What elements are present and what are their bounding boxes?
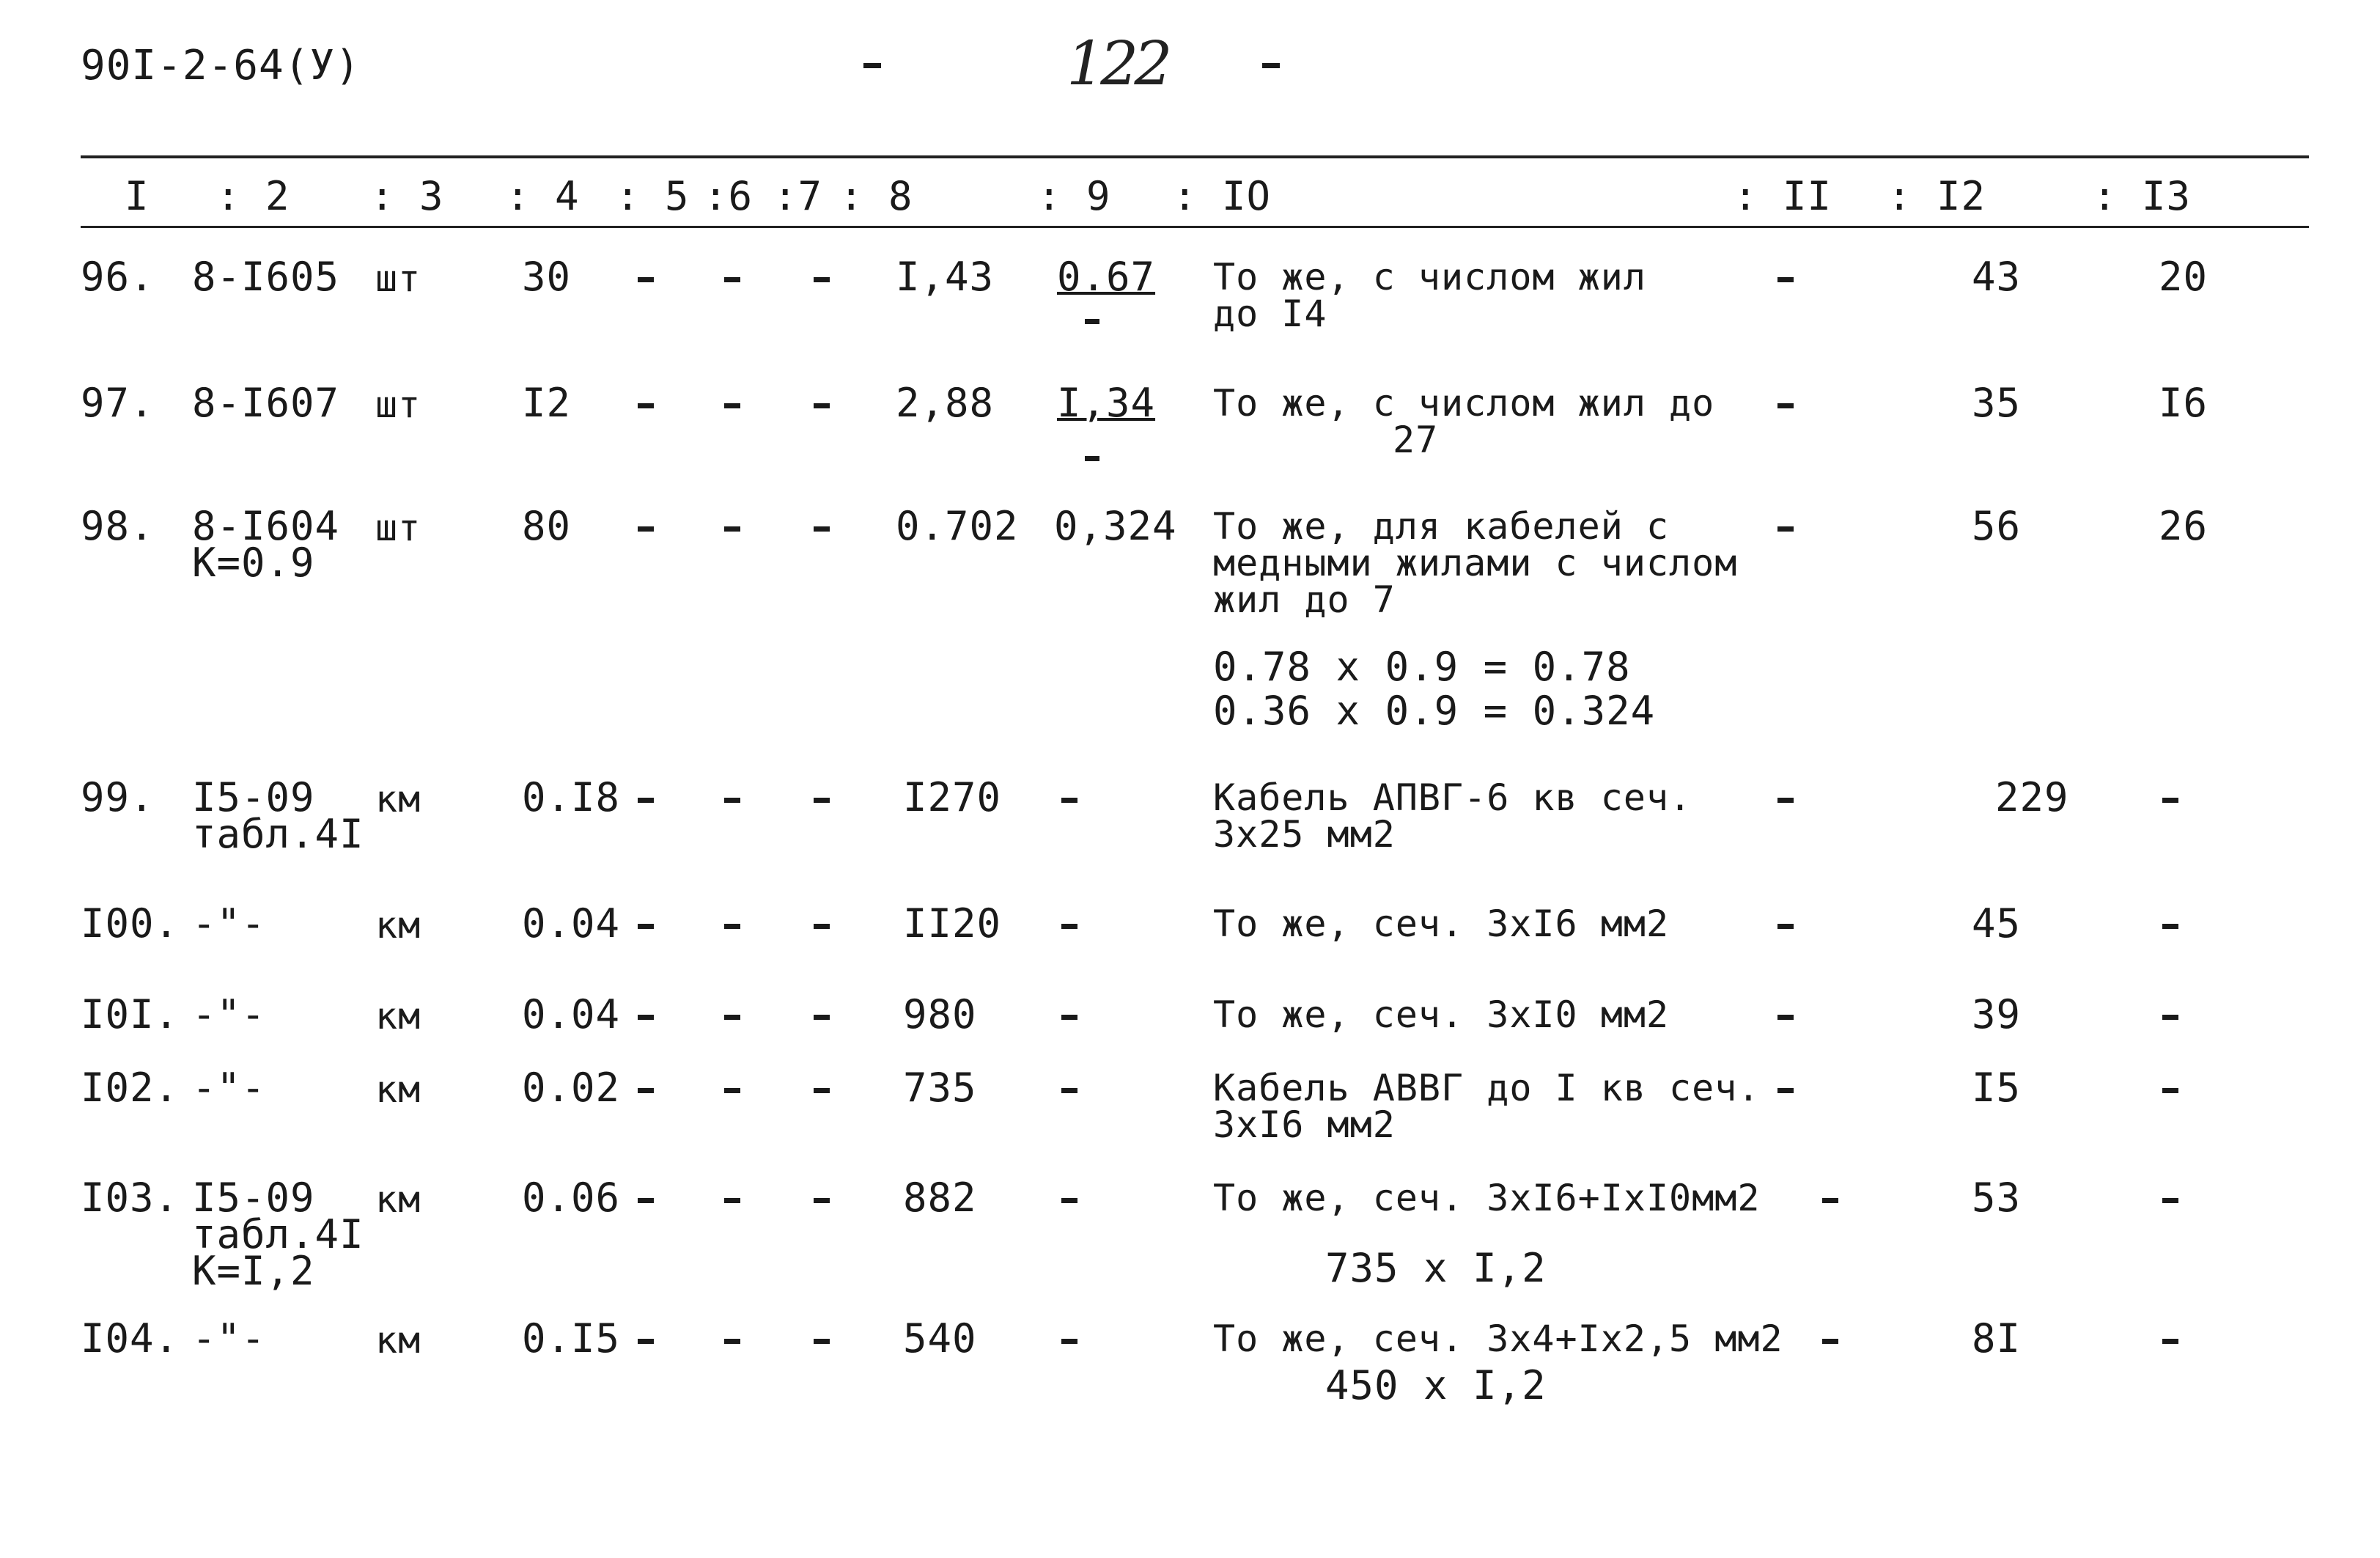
row-code: 8-I605 <box>192 254 340 300</box>
row-quantity: I2 <box>522 380 572 426</box>
dash-col11 <box>1822 1339 1838 1344</box>
row-description-line: 3х25 мм2 <box>1213 813 1396 856</box>
row-description-line: То же, сеч. 3хI6+IхI0мм2 <box>1213 1177 1761 1219</box>
row-col13: 20 <box>2159 254 2208 300</box>
dash-col11 <box>1777 1015 1794 1020</box>
row-code-line: 8-I604 <box>192 503 340 549</box>
dash-col11 <box>1777 924 1794 929</box>
column-header-3: : 3 <box>370 173 444 219</box>
dash-col5 <box>638 1088 654 1093</box>
dash-col9-sub <box>1085 319 1099 324</box>
dash-col11 <box>1777 1088 1794 1093</box>
dash-col9 <box>1061 1198 1077 1203</box>
table-top-rule <box>81 155 2309 158</box>
row-description-line: Кабель АПВГ-6 кв сеч. <box>1213 776 1692 819</box>
row-code-line: табл.4I <box>192 1211 364 1257</box>
row-calculation-line: 0.36 х 0.9 = 0.324 <box>1213 688 1656 734</box>
document-code: 90I-2-64(У) <box>81 42 361 89</box>
dash-col11 <box>1777 798 1794 803</box>
dash-col7 <box>814 1198 830 1203</box>
row-quantity: 30 <box>522 254 572 300</box>
dash-col11 <box>1777 403 1794 408</box>
dash-col13 <box>2162 1015 2178 1020</box>
row-description-line: 3хI6 мм2 <box>1213 1103 1396 1146</box>
dash-col9 <box>1061 1088 1077 1093</box>
row-description-line: жил до 7 <box>1213 578 1396 621</box>
row-col8: I,43 <box>896 254 995 300</box>
dash-col6 <box>724 403 740 408</box>
dash-col11 <box>1777 526 1794 532</box>
column-header-7: :7 <box>773 173 823 219</box>
row-description-line: То же, с числом жил до <box>1213 382 1715 425</box>
dash-col6 <box>724 1015 740 1020</box>
row-col8: 540 <box>903 1315 977 1362</box>
dash-col5 <box>638 526 654 532</box>
row-code: -"- <box>192 900 266 947</box>
row-unit: км <box>375 1178 421 1221</box>
dash-col11 <box>1822 1198 1838 1203</box>
dash-col13 <box>2162 924 2178 929</box>
row-col8: 735 <box>903 1065 977 1111</box>
row-col13: 26 <box>2159 503 2208 549</box>
dash-col5 <box>638 403 654 408</box>
dash-col6 <box>724 1198 740 1203</box>
row-col8: II20 <box>903 900 1002 947</box>
dash-col11 <box>1777 277 1794 282</box>
row-number: 98. <box>81 503 155 549</box>
column-header-12: : I2 <box>1887 173 1986 219</box>
row-col12: 53 <box>1972 1175 2022 1221</box>
dash-col6 <box>724 277 740 282</box>
dash-col13 <box>2162 1339 2178 1344</box>
row-number: 99. <box>81 774 155 820</box>
dash-col5 <box>638 924 654 929</box>
row-description-line: То же, с числом жил <box>1213 256 1646 298</box>
row-code-line: I5-09 <box>192 774 315 820</box>
row-unit: км <box>375 1319 421 1362</box>
row-calculation-line: 0.78 х 0.9 = 0.78 <box>1213 644 1631 690</box>
row-description-line: Кабель АВВГ до I кв сеч. <box>1213 1067 1761 1109</box>
row-col8: 980 <box>903 991 977 1037</box>
row-col12: 8I <box>1972 1315 2022 1362</box>
dash-col5 <box>638 1339 654 1344</box>
header-dash-right <box>1262 63 1280 68</box>
dash-col7 <box>814 798 830 803</box>
column-header-11: : II <box>1734 173 1832 219</box>
row-code-line: I5-09 <box>192 1175 315 1221</box>
dash-col13 <box>2162 1198 2178 1203</box>
dash-col9 <box>1061 1339 1077 1344</box>
row-description-line: медными жилами с числом <box>1213 542 1738 584</box>
column-header-8: : 8 <box>839 173 913 219</box>
row-number: I0I. <box>81 991 180 1037</box>
row-quantity: 0.02 <box>522 1065 621 1111</box>
row-description-line: до I4 <box>1213 293 1327 335</box>
row-unit: км <box>375 904 421 947</box>
row-code: 8-I607 <box>192 380 340 426</box>
dash-col6 <box>724 924 740 929</box>
row-col9: 0,324 <box>1054 503 1177 549</box>
dash-col7 <box>814 403 830 408</box>
column-header-1: I <box>125 173 150 219</box>
row-number: I02. <box>81 1065 180 1111</box>
row-col12: 56 <box>1972 503 2022 549</box>
row-unit: км <box>375 1068 421 1111</box>
dash-col9-sub <box>1085 456 1099 461</box>
row-description-line: То же, сеч. 3хI0 мм2 <box>1213 993 1670 1036</box>
row-unit: шт <box>375 383 421 426</box>
dash-col5 <box>638 798 654 803</box>
header-bottom-rule <box>81 226 2309 228</box>
row-quantity: 0.06 <box>522 1175 621 1221</box>
row-calculation-line: 735 х I,2 <box>1325 1245 1547 1291</box>
row-col12: 45 <box>1972 900 2022 947</box>
row-col13: I6 <box>2159 380 2208 426</box>
row-unit: шт <box>375 257 421 300</box>
dash-col5 <box>638 1198 654 1203</box>
dash-col7 <box>814 1339 830 1344</box>
row-number: 97. <box>81 380 155 426</box>
row-calculation-line: 450 х I,2 <box>1325 1362 1547 1408</box>
row-code-line: табл.4I <box>192 811 364 857</box>
dash-col6 <box>724 1088 740 1093</box>
row-code: -"- <box>192 1065 266 1111</box>
dash-col13 <box>2162 1088 2178 1093</box>
column-header-9: : 9 <box>1037 173 1111 219</box>
row-col12: I5 <box>1972 1065 2022 1111</box>
page-number: 122 <box>1066 29 1168 99</box>
row-code: -"- <box>192 991 266 1037</box>
dash-col6 <box>724 798 740 803</box>
row-description-line: То же, для кабелей с <box>1213 505 1670 548</box>
dash-col9 <box>1061 924 1077 929</box>
row-unit: шт <box>375 507 421 549</box>
dash-col7 <box>814 1088 830 1093</box>
row-quantity: 0.04 <box>522 991 621 1037</box>
row-unit: км <box>375 778 421 820</box>
column-header-6: :6 <box>704 173 754 219</box>
dash-col6 <box>724 1339 740 1344</box>
row-quantity: 0.I8 <box>522 774 621 820</box>
row-number: I00. <box>81 900 180 947</box>
dash-col9 <box>1061 798 1077 803</box>
row-description-line: 27 <box>1393 419 1439 461</box>
row-number: 96. <box>81 254 155 300</box>
row-col8: 882 <box>903 1175 977 1221</box>
row-col12: 39 <box>1972 991 2022 1037</box>
row-quantity: 0.I5 <box>522 1315 621 1362</box>
row-col12: 229 <box>1995 774 2069 820</box>
dash-col5 <box>638 1015 654 1020</box>
row-description-line: То же, сеч. 3хI6 мм2 <box>1213 903 1670 945</box>
row-number: I03. <box>81 1175 180 1221</box>
dash-col6 <box>724 526 740 532</box>
row-quantity: 80 <box>522 503 572 549</box>
row-col12: 43 <box>1972 254 2022 300</box>
row-unit: км <box>375 995 421 1037</box>
dash-col7 <box>814 1015 830 1020</box>
row-code: -"- <box>192 1315 266 1362</box>
row-col9: I,34 <box>1057 380 1156 426</box>
dash-col7 <box>814 277 830 282</box>
row-code-line: К=I,2 <box>192 1248 315 1294</box>
column-header-10: : IO <box>1173 173 1272 219</box>
dash-col13 <box>2162 798 2178 803</box>
column-header-4: : 4 <box>506 173 580 219</box>
row-code-line: К=0.9 <box>192 540 315 586</box>
row-col12: 35 <box>1972 380 2022 426</box>
dash-col7 <box>814 924 830 929</box>
row-description-line: То же, сеч. 3х4+Iх2,5 мм2 <box>1213 1318 1783 1360</box>
dash-col7 <box>814 526 830 532</box>
dash-col5 <box>638 277 654 282</box>
row-col9: 0.67 <box>1057 254 1156 300</box>
row-col8: I270 <box>903 774 1002 820</box>
dash-col9 <box>1061 1015 1077 1020</box>
column-header-2: : 2 <box>216 173 290 219</box>
row-col8: 2,88 <box>896 380 995 426</box>
row-number: I04. <box>81 1315 180 1362</box>
column-header-5: : 5 <box>616 173 690 219</box>
row-col8: 0.702 <box>896 503 1019 549</box>
header-dash-left <box>863 63 881 68</box>
column-header-13: : I3 <box>2093 173 2192 219</box>
row-quantity: 0.04 <box>522 900 621 947</box>
